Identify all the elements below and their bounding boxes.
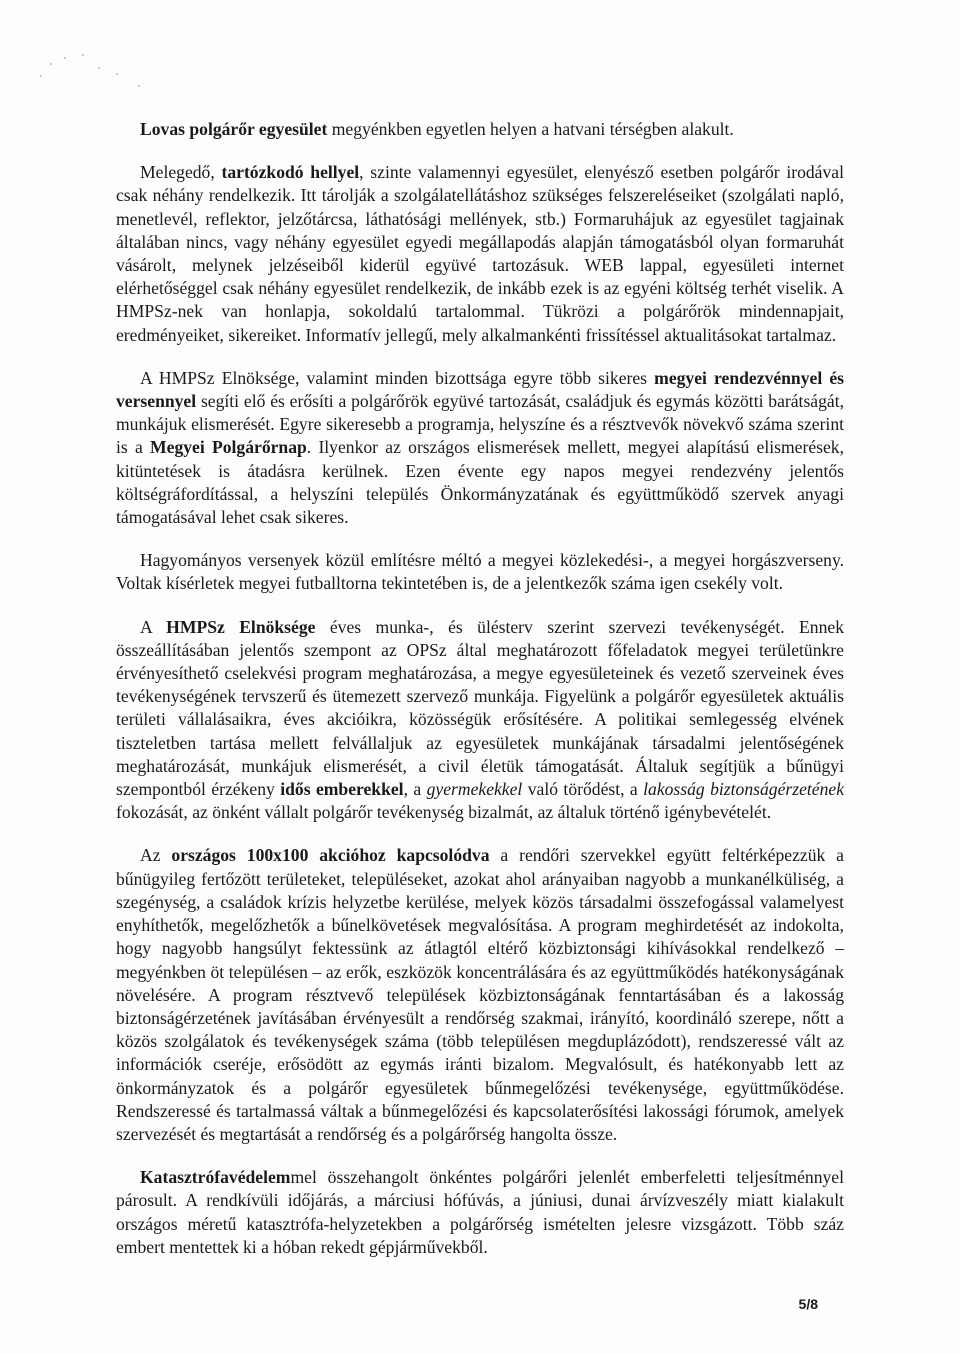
paragraph: [116, 844, 844, 1146]
bold-phrase: megyei rendezvénnyel és versennyel: [116, 367, 844, 412]
text-run: Hagyományos versenyek közül említésre méltó a megyei közlekedési-, a megyei horgászverseny. Voltak kísérletek megyei futballtorna tekintetében is, de a jelentkezők száma igen csekély volt.: [116, 550, 844, 594]
text-run: megyénkben egyetlen helyen a hatvani térségben alakult.: [327, 119, 734, 139]
text-run: A HMPSz Elnöksége, valamint minden bizottsága egyre több sikeres: [140, 367, 655, 388]
paragraph: [116, 367, 844, 529]
text-run: Melegedő,: [140, 162, 222, 183]
text-run: . Ilyenkor az országos elismerések mellett, megyei alapítású elismerések, kitüntetések is átadásra kerülnek. Ezen évente egy napos megyei rendezvény jelentős költségráfordítással, a helyszíni település Önkormányzatának és együttműködő szervek anyagi támogatásával lehet csak sikeres.: [116, 437, 844, 528]
document-body: [116, 118, 844, 1279]
text-run: , szinte valamennyi egyesület, elenyésző esetben polgárőr irodával csak néhány rendelkezik. Itt tárolják a szolgálatellátáshoz szükséges felszereléseiket (szolgálati napló, menetlevél, reflektor, jelzőtárcsa, láthatósági mellények, stb.) Formaruhájuk az egyesület tagjainak általában nincs, vagy néhány egyesület egyedi megállapodás alapján támogatásból olyan formaruhát vásárolt, melynek jelzéseiből kiderül együvé tartozásuk. WEB lappal, egyesületi internet elérhetőséggel csak néhány egyesület rendelkezik, de inkább ezek is az egyéni költség terhét viselik. A HMPSz-nek van honlapja, sokoldalú tartalommal. Tükrözi a polgárőrök mindennapjait, eredményeiket, sikereiket. Informatív jellegű, mely alkalmankénti frissítéssel aktualitásokat tartalmaz.: [116, 162, 844, 345]
scan-specks: [20, 45, 160, 105]
bold-phrase: HMPSz Elnöksége: [166, 616, 316, 637]
italic-phrase: gyermekekkel: [426, 779, 523, 800]
bold-phrase: Lovas polgárőr egyesület: [140, 119, 328, 139]
italic-phrase: lakosság biztonságérzetének: [643, 779, 845, 800]
text-run: segíti elő és erősíti a polgárőrök együvé tartozását, családjuk és egymás közötti barátságát, munkájuk elismerését. Egyre sikeresebb a programja, helyszíne és a résztvevők növekvő száma szerint is a: [116, 391, 844, 458]
paragraph: [116, 118, 844, 141]
text-run: A: [140, 616, 167, 637]
text-run: való törődést, a: [522, 779, 644, 800]
text-run: , a: [403, 779, 427, 800]
bold-phrase: idős emberekkel: [280, 779, 404, 800]
text-run: fokozását, az önként vállalt polgárőr tevékenység bizalmát, az általuk történő igénybevételét.: [116, 802, 772, 823]
bold-phrase: országos 100x100 akcióhoz kapcsolódva: [171, 845, 490, 866]
paragraph: [116, 549, 844, 595]
paragraph: [116, 1166, 844, 1259]
bold-phrase: tartózkodó hellyel: [221, 162, 360, 183]
paragraph: [116, 161, 844, 347]
text-run: Az: [140, 845, 172, 866]
text-run: a rendőri szervekkel együtt feltérképezzük a bűnügyileg fertőzött területeket, településeket, azokat ahol arányaiban nagyobb a munkanélküliség, a szegénység, a családok krízis helyzetbe kerülése, melyek közös társadalmi összefogással valamelyest enyhíthetők, megelőzhetők a bűnelkövetések megvalósítása. A program meghirdetését az indokolta, hogy nagyobb hangsúlyt fektessünk az átlagtól eltérő közbiztonsági kihívásokkal rendelkező – megyénkben öt településen – az erők, eszközök koncentrálására és az együttműködés hatékonyságának növelésére. A program résztvevő települések közbiztonságának fenntartásában és a lakosság biztonságérzetének javításában érvényesült a rendőrség szakmai, irányító, koordináló szerepe, nőtt a közös szolgálatok és tevékenységek száma (több településen megduplázódott), rendszeressé vált az információk cseréje, erősödött az egymás iránti bizalom. Megvalósult, és hatékonyabb lett az önkormányzatok és a polgárőr egyesületek bűnmegelőzési tevékenysége, együttműködése. Rendszeressé és tartalmassá váltak a bűnmegelőzési és kapcsolaterősítési lakossági fórumok, amelyek szervezését és megtartását a rendőrség és a polgárőrség hangolta össze.: [116, 845, 844, 1144]
bold-phrase: Megyei Polgárőrnap: [150, 437, 307, 458]
page-number: 5/8: [798, 1296, 818, 1312]
text-run: éves munka-, és ülésterv szerint szervezi tevékenységét. Ennek összeállításában jelentős szempont az OPSz által meghatározott főfeladatok megyei területünkre érvényesíthető cselekvési program meghatározása, a megye egyesületeinek és vezető szerveinek éves tevékenységének tervszerű és ütemezett szervező munkája. Figyelünk a polgárőr egyesületek aktuális területi vállalásaikra, éves akcióikra, közösségük erősítésére. A politikai semlegesség elvének tiszteletben tartása mellett felvállaljuk az egyesületek munkájának társadalmi jelentőségének meghatározását, munkájuk elismerését, a civil életük támogatását. Általuk segítjük a bűnügyi szempontból érzékeny: [116, 616, 845, 800]
paragraph: [116, 616, 844, 825]
text-run: mel összehangolt önkéntes polgárőri jelenlét emberfeletti teljesítménnyel párosult. A rendkívüli időjárás, a márciusi hófúvás, a júniusi, dunai árvízveszély miatt kialakult országos méretű katasztrófa-helyzetekben a polgárőrség ismételten jelesre vizsgázott. Több száz embert mentettek ki a hóban rekedt gépjárművekből.: [116, 1167, 844, 1257]
bold-phrase: Katasztrófavédelem: [140, 1167, 291, 1188]
